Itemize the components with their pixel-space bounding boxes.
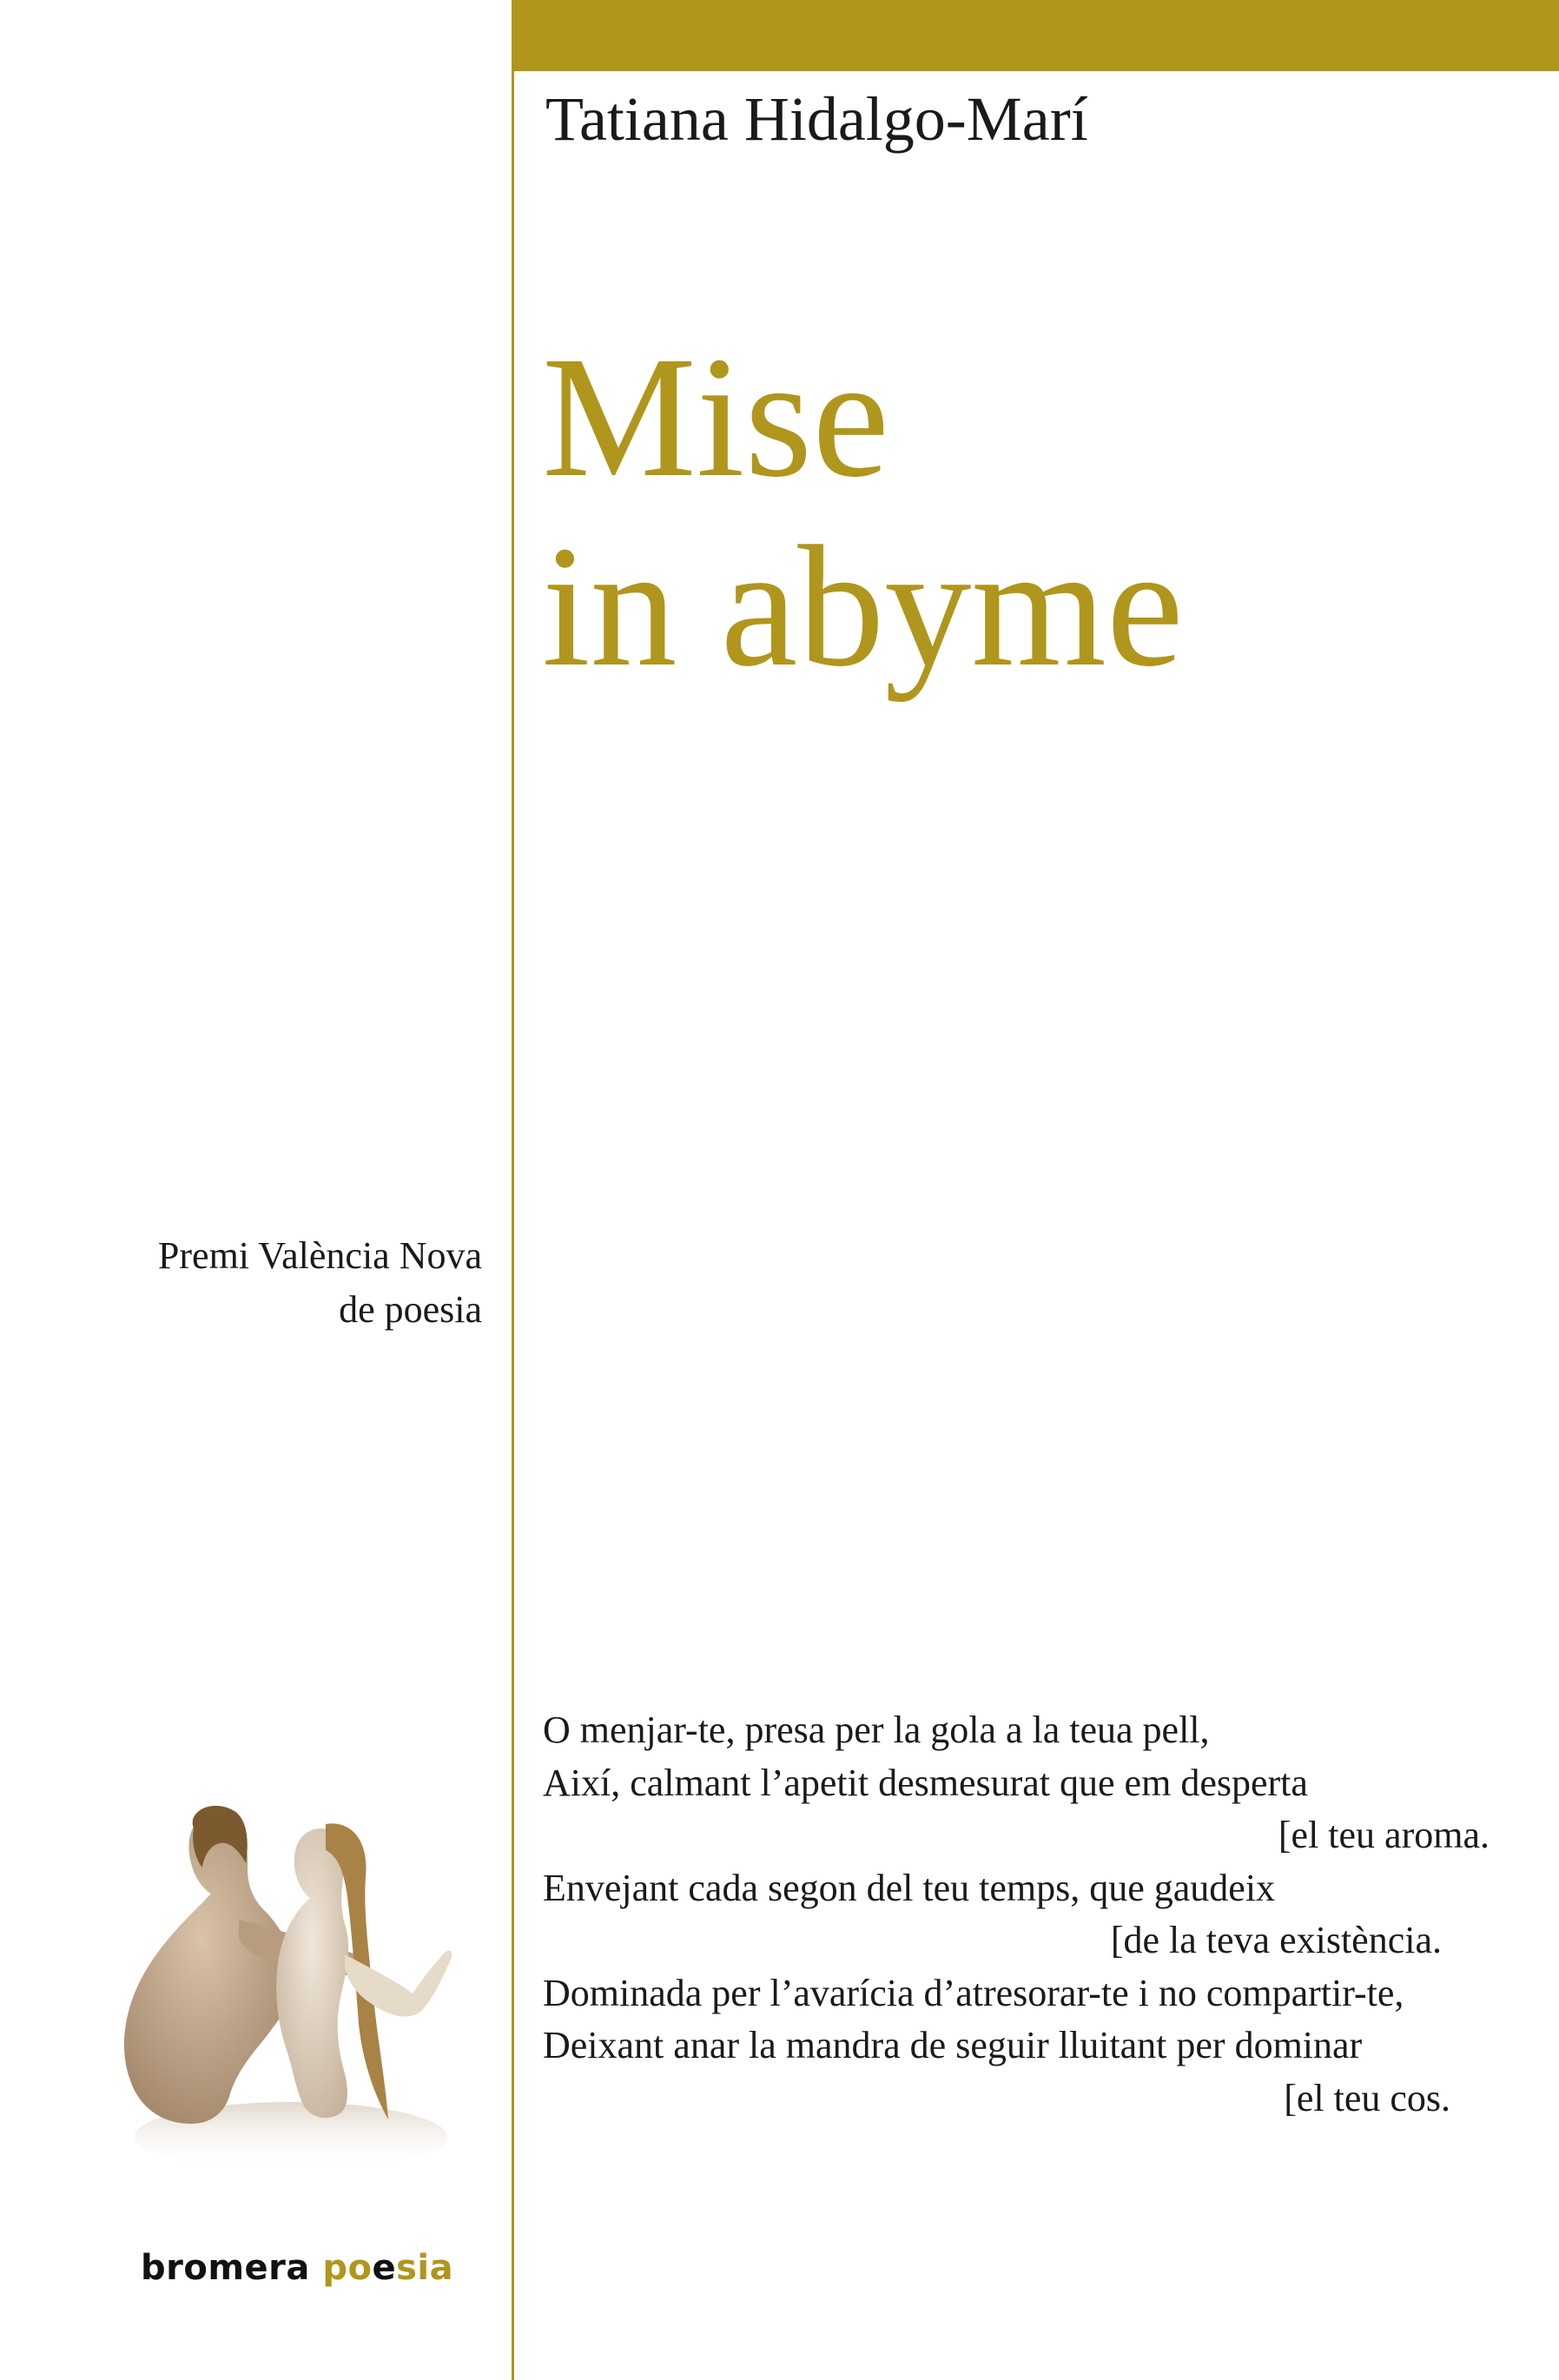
poem-line-continuation: [el teu aroma. (1278, 1814, 1490, 1856)
poem-excerpt (543, 1704, 1490, 2125)
author-name: Tatiana Hidalgo-Marí (545, 84, 1088, 154)
poem-line: Dominada per l’avarícia d’atresorar-te i no compartir-te, (543, 1971, 1404, 2014)
prize-label (158, 1229, 482, 1337)
poem-line: Així, calmant l’apetit desmesurat que em desperta (543, 1761, 1308, 1804)
right-figure (276, 1823, 452, 2119)
poem-line: Deixant anar la mandra de seguir lluitant per dominar (543, 2024, 1363, 2066)
poem-line-continuation: [de la teva existència. (1110, 1919, 1442, 1961)
prize-line-1: Premi València Nova (157, 1234, 482, 1277)
gold-vertical-divider (512, 0, 514, 2380)
title-line-1: Mise (542, 321, 889, 513)
poem-line: O menjar-te, presa per la gola a la teua pell, (543, 1709, 1210, 1751)
publisher-logo (141, 2248, 453, 2288)
gold-top-bar (512, 0, 1559, 71)
series-name-part: po (322, 2248, 373, 2288)
series-name-part: e (372, 2248, 397, 2288)
book-title (542, 323, 1184, 702)
publisher-name: bromera (141, 2248, 310, 2288)
title-line-2: in abyme (542, 511, 1184, 703)
series-name-part: sia (396, 2248, 454, 2288)
cover-artwork-illustration (109, 1781, 491, 2180)
prize-line-2: de poesia (339, 1288, 482, 1331)
poem-line: Envejant cada segon del teu temps, que gaudeix (543, 1866, 1276, 1909)
poem-line-continuation: [el teu cos. (1284, 2076, 1450, 2119)
